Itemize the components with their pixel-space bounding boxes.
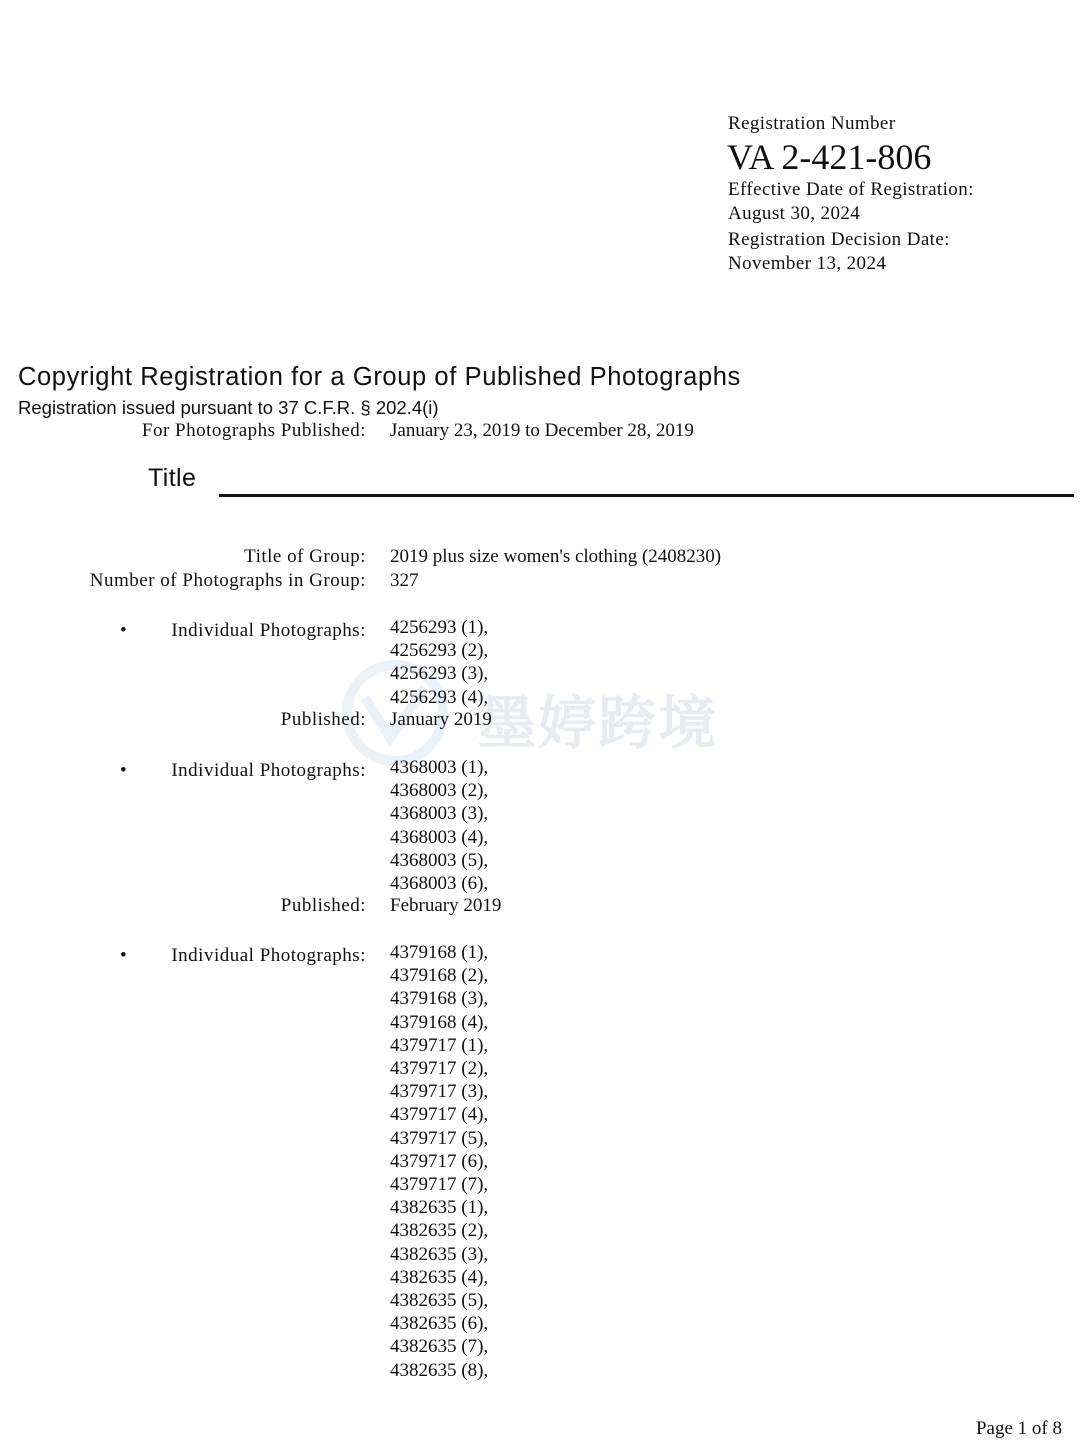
list-item: 4382635 (7),: [390, 1336, 489, 1358]
effective-date: August 30, 2024: [728, 203, 861, 224]
photo-group-row: [0, 620, 1080, 644]
bullet-icon: •: [120, 945, 127, 966]
photo-group-row: [0, 760, 1080, 784]
section-heading-title: Title: [148, 464, 197, 492]
photo-count-label: Number of Photographs in Group:: [89, 570, 366, 591]
document-title: Copyright Registration for a Group of Published Photographs: [18, 363, 741, 391]
list-item: 4382635 (5),: [390, 1290, 489, 1312]
published-range-label: For Photographs Published:: [141, 420, 366, 441]
list-item: 4379717 (5),: [390, 1127, 489, 1149]
list-item: 4382635 (1),: [390, 1197, 489, 1219]
published-label: Published:: [280, 709, 366, 730]
list-item: 4379717 (7),: [390, 1174, 489, 1196]
list-item: 4379717 (4),: [390, 1104, 489, 1126]
individual-photographs-label: Individual Photographs:: [171, 620, 366, 641]
list-item: 4379168 (1),: [390, 942, 489, 963]
photo-group-row: [0, 945, 1080, 969]
page-number: Page 1 of 8: [975, 1418, 1062, 1439]
list-item: 4368003 (2),: [390, 780, 489, 802]
photo-id-list: [390, 616, 488, 709]
list-item: 4382635 (6),: [390, 1313, 489, 1335]
group-title-value: 2019 plus size women's clothing (2408230): [390, 546, 722, 567]
published-value: February 2019: [390, 895, 502, 916]
photo-count-value: 327: [390, 570, 419, 591]
photo-count-row: [0, 570, 1080, 594]
list-item: 4382635 (8),: [390, 1359, 489, 1381]
group-title-label: Title of Group:: [244, 546, 366, 567]
registration-number-label: Registration Number: [728, 113, 896, 134]
list-item: 4256293 (4),: [390, 686, 489, 708]
list-item: 4379717 (1),: [390, 1034, 489, 1056]
list-item: 4379717 (2),: [390, 1058, 489, 1080]
published-label: Published:: [280, 895, 366, 916]
bullet-icon: •: [120, 620, 127, 641]
effective-date-label: Effective Date of Registration:: [728, 179, 974, 200]
list-item: 4382635 (3),: [390, 1243, 489, 1265]
published-range-value: January 23, 2019 to December 28, 2019: [390, 420, 694, 441]
list-item: 4256293 (2),: [390, 640, 489, 662]
list-item: 4379168 (2),: [390, 965, 489, 987]
published-row: [0, 709, 1080, 733]
list-item: 4368003 (1),: [390, 757, 489, 778]
list-item: 4379168 (4),: [390, 1011, 489, 1033]
list-item: 4379717 (3),: [390, 1081, 489, 1103]
group-title-row: [0, 546, 1080, 570]
photo-id-list: [390, 941, 488, 1382]
list-item: 4379168 (3),: [390, 988, 489, 1010]
list-item: 4368003 (5),: [390, 849, 489, 871]
published-row: [0, 895, 1080, 919]
list-item: 4379717 (6),: [390, 1150, 489, 1172]
list-item: 4368003 (3),: [390, 803, 489, 825]
published-value: January 2019: [390, 709, 492, 730]
list-item: 4368003 (6),: [390, 873, 489, 895]
document-subtitle: Registration issued pursuant to 37 C.F.R. § 202.4(i): [18, 397, 439, 418]
photo-id-list: [390, 756, 488, 895]
decision-date-label: Registration Decision Date:: [728, 229, 950, 250]
individual-photographs-label: Individual Photographs:: [171, 760, 366, 781]
registration-block: [728, 112, 1068, 276]
published-range-row: [0, 420, 1080, 444]
list-item: 4368003 (4),: [390, 826, 489, 848]
list-item: 4256293 (3),: [390, 663, 489, 685]
registration-number: VA 2-421-806: [727, 137, 932, 177]
individual-photographs-label: Individual Photographs:: [171, 945, 366, 966]
list-item: 4382635 (2),: [390, 1220, 489, 1242]
decision-date: November 13, 2024: [728, 253, 887, 274]
list-item: 4256293 (1),: [390, 617, 489, 638]
watermark-text: 墨婷跨境: [478, 689, 719, 757]
section-divider: [219, 494, 1074, 497]
bullet-icon: •: [120, 760, 127, 781]
list-item: 4382635 (4),: [390, 1266, 489, 1288]
